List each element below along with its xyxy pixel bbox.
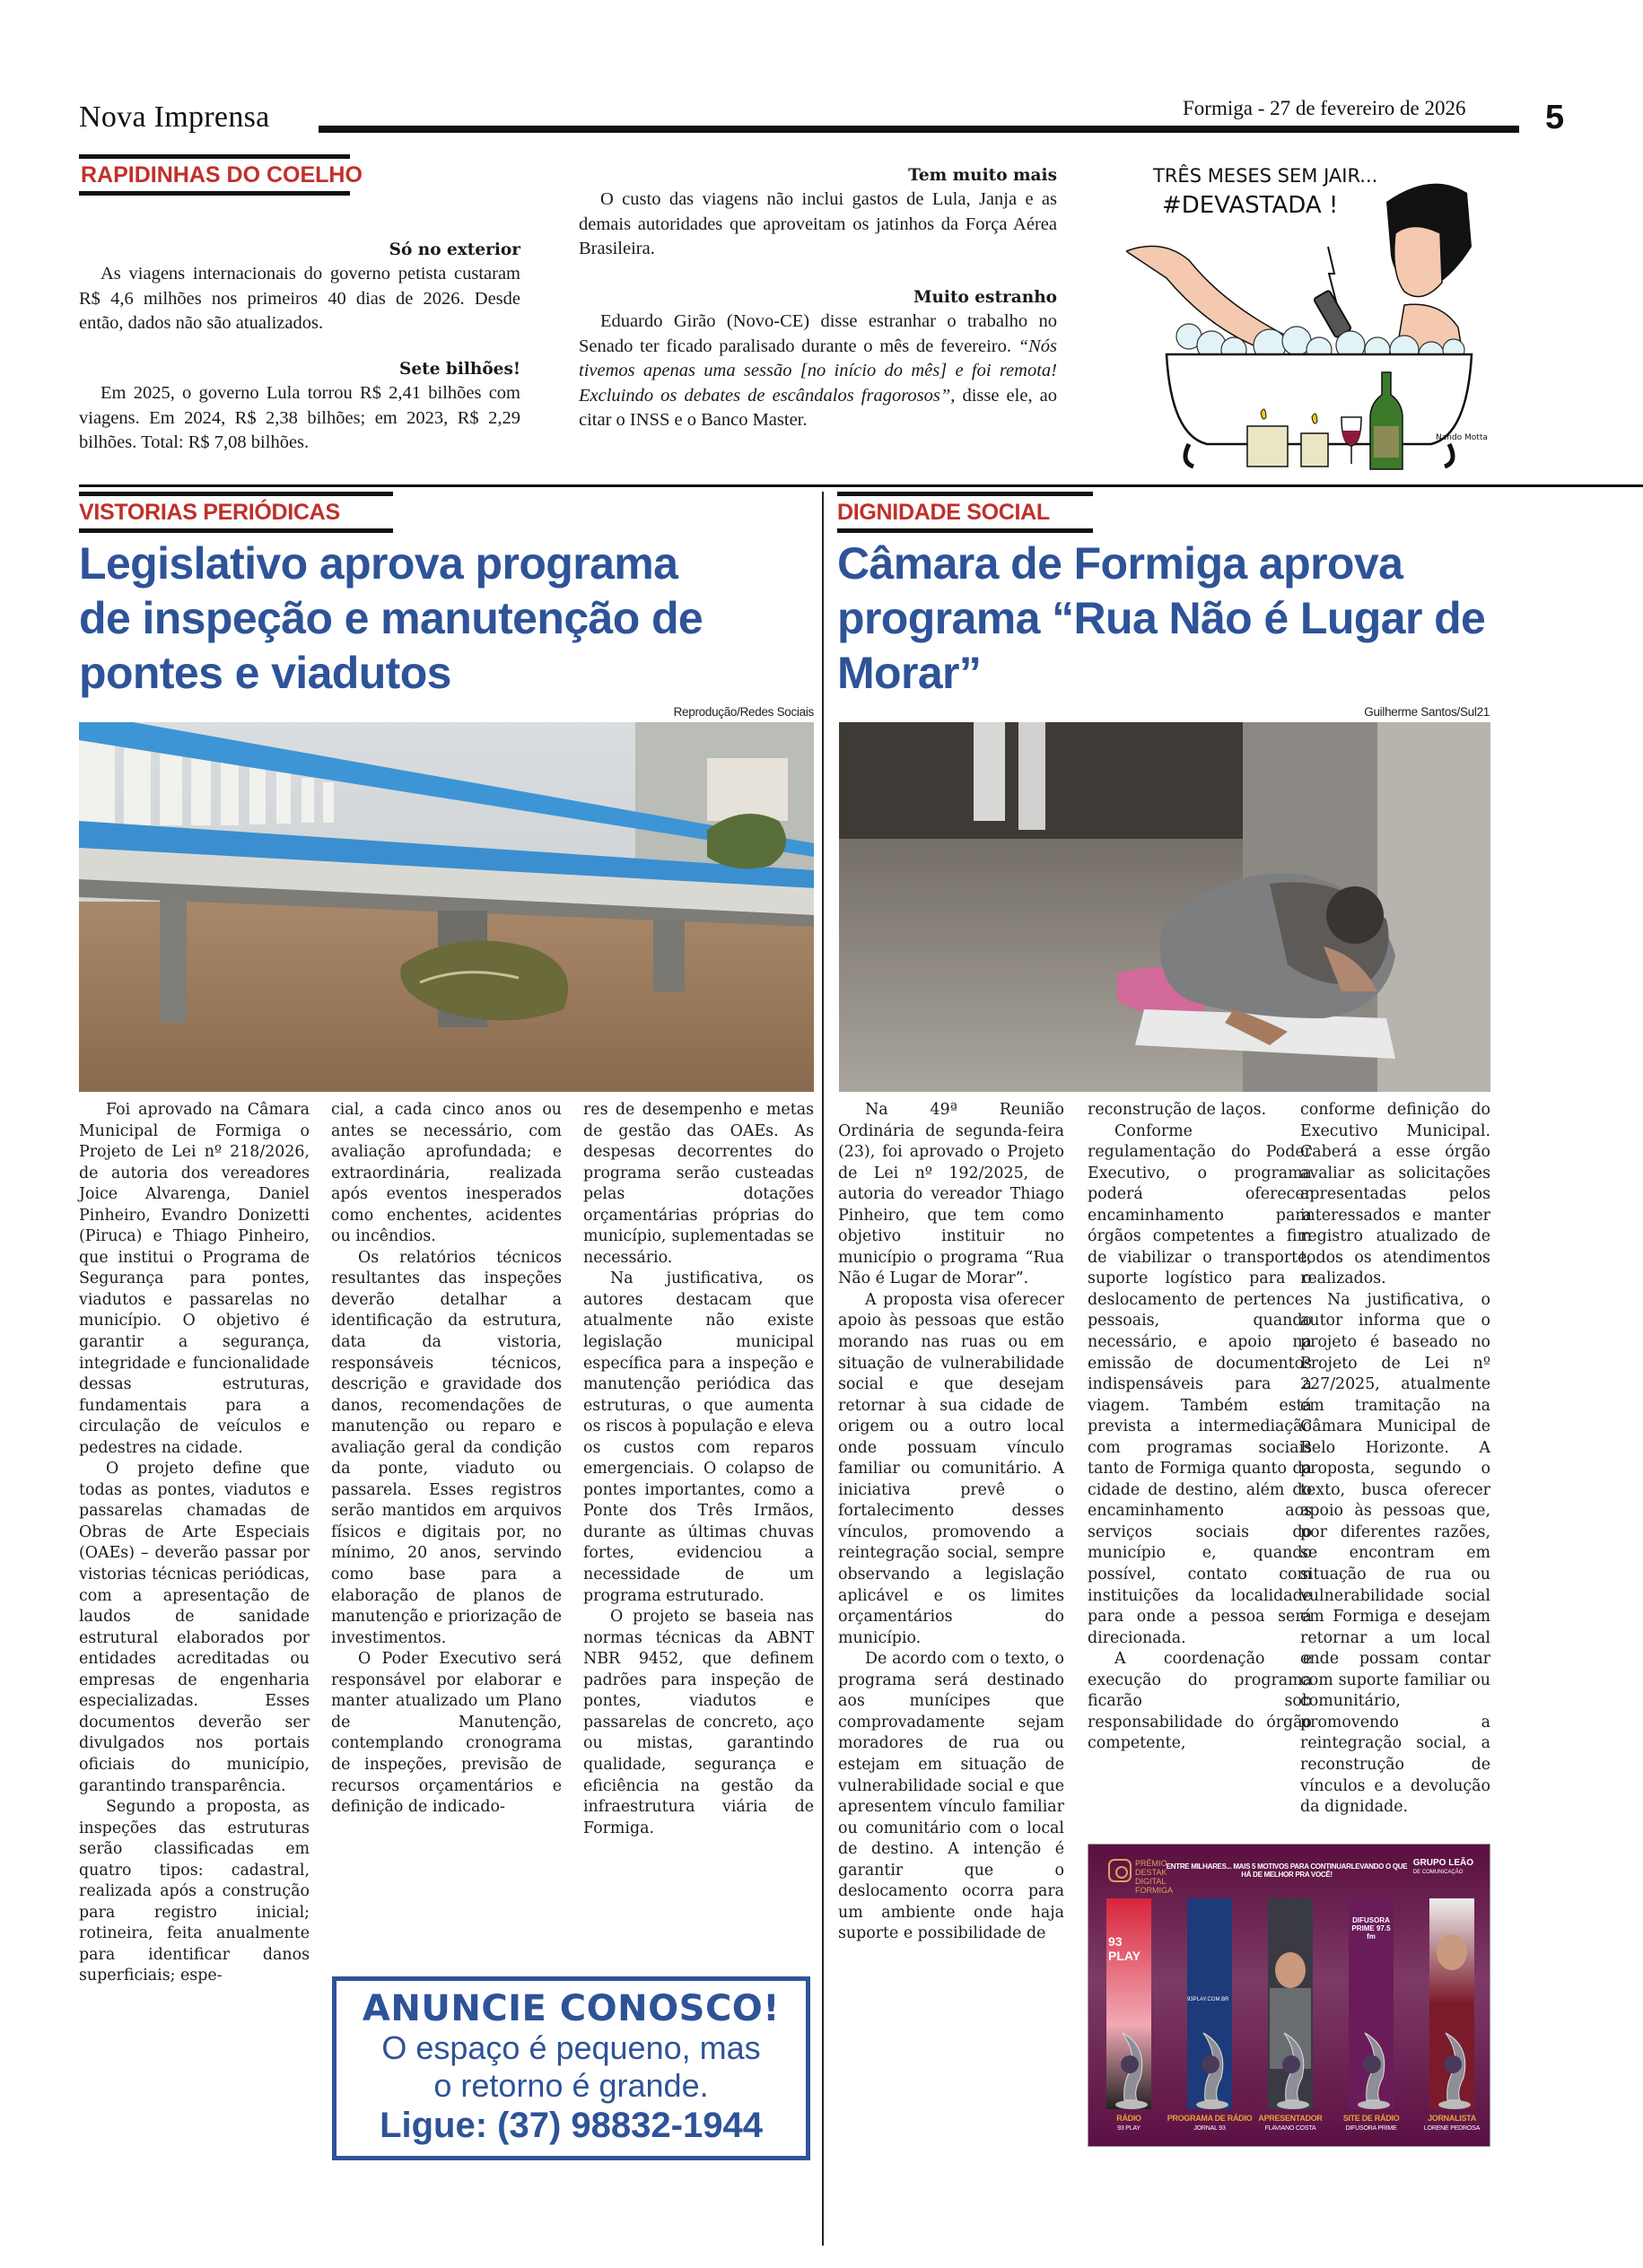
note-muito-estranho (579, 285, 1057, 433)
trophy-icon (1437, 2028, 1473, 2109)
award-category: APRESENTADOR (1258, 2114, 1323, 2123)
note-text: O custo das viagens não inclui gastos de Lula, Janja e as demais autoridades que aproveitam os jatinhos da Força Aérea Brasileira. (579, 189, 1057, 258)
article-right-column-2 (1088, 1100, 1312, 1755)
note-text: Em 2025, o governo Lula torrou R$ 2,41 bilhões com viagens. Em 2024, R$ 2,38 bilhões; em 2023, R$ 2,29 bilhões. Total: R$ 7,08 bilhões. (79, 383, 520, 452)
note-tem-muito-mais (579, 163, 1057, 262)
cartoon-caption-line1: TRÊS MESES SEM JAIR... (1153, 165, 1378, 187)
section-divider (79, 484, 1643, 487)
cartoon-signature: Nando Motta (1436, 433, 1488, 442)
note-text-before: Eduardo Girão (Novo-CE) disse estranhar o trabalho no Senado ter ficado paralisado durante o mês de fevereiro. (579, 311, 1057, 356)
trophy-icon (1114, 2028, 1149, 2109)
dateline: Formiga - 27 de fevereiro de 2026 (1183, 97, 1466, 119)
advertise-with-us-box (332, 1976, 810, 2160)
headline-line: Câmara de Formiga aprova (837, 538, 1403, 589)
photo-credit-right: Guilherme Santos/Sul21 (1364, 705, 1490, 719)
ad-line: O espaço é pequeno, mas (381, 2029, 761, 2066)
article-left-column-1 (79, 1100, 310, 1987)
headline-left (79, 536, 815, 701)
article-right-column-1 (838, 1100, 1064, 1945)
pillar-text: 93PLAY.COM.BR (1187, 1997, 1229, 2002)
masthead-rule (319, 126, 1519, 133)
headline-line: Legislativo aprova programa (79, 538, 678, 589)
paragraph: Na justificativa, o autor informa que o projeto é baseado no Projeto de Lei nº 227/2025, atualmente em tramitação na Câmara Municipal de Belo Horizonte. A proposta, segundo o texto, busca oferecer apoio às pessoas que, por diferentes razões, se encontram em situação de rua ou vulnerabilidade social em Formiga e desejam retornar a um local onde possam contar com suporte familiar ou comunitário, promovendo a reintegração social, a reconstrução de vínculos e a devolução da dignidade. (1300, 1290, 1490, 1817)
newspaper-name: Nova Imprensa (79, 100, 270, 134)
paragraph: res de desempenho e metas de gestão das OAEs. As despesas decorrentes do programa serão custeadas pelas dotações orçamentárias próprias do município, suplementadas se necessário. (583, 1101, 814, 1267)
trophy-icon (1275, 2028, 1311, 2109)
award-banner-ad (1088, 1844, 1490, 2147)
bridge-photo (79, 722, 814, 1092)
page-number: 5 (1545, 99, 1565, 136)
paragraph: Na 49ª Reunião Ordinária de segunda-feira (23), foi aprovado o Projeto de Lei nº 192/2025, de autoria do vereador Thiago Pinheiro, que tem como objetivo instituir no município o programa “Rua Não é Lugar de Morar”. (838, 1101, 1064, 1288)
headline-line: Morar” (837, 648, 982, 698)
paragraph: Na justificativa, os autores destacam que atualmente não existe legislação municipal específica para a inspeção e manutenção periódica das estruturas, o que aumenta os riscos à população e eleva os custos com reparos emergenciais. O colapso de pontes importantes, como a Ponte dos Três Irmãos, durante as últimas chuvas fortes, evidenciou a necessidade de um programa estruturado. (583, 1269, 814, 1605)
article-left-column-3 (583, 1100, 814, 1839)
note-title: Tem muito mais (908, 166, 1057, 185)
ad-line: o retorno é grande. (433, 2067, 709, 2104)
note-sete-bilhoes (79, 357, 520, 456)
pillar-text: DIFUSORA PRIME 97.5 fm (1351, 1916, 1391, 1941)
cartoon-caption-line2: #DEVASTADA ! (1162, 192, 1339, 219)
paragraph: Os relatórios técnicos resultantes das inspeções deverão detalhar a identificação da estrutura, data da vistoria, responsáveis técnicos, descrição e gravidade dos danos, recomendações de manutenção ou reparo e avaliação geral da condição da ponte, viaduto ou passarela. Esses registros serão mantidos em arquivos físicos e digitais por, no mínimo, 20 anos, servindo como base para a elaboração de planos de manutenção e priorização de investimentos. (331, 1248, 562, 1647)
paragraph: cial, a cada cinco anos ou antes se necessário, com avaliação aprofundada; e extraordinária, realizada após eventos inesperados como enchentes, acidentes ou incêndios. (331, 1101, 562, 1246)
paragraph: De acordo com o texto, o programa será destinado aos munícipes que comprovadamente sejam moradores de rua ou estejam em situação de vulnerabilidade social e que apresentem vínculo familiar ou comunitário com o local de destino. A intenção é garantir que o deslocamento ocorra para um ambiente onde haja suporte e possibilidade de (838, 1650, 1064, 1943)
article-right-column-3 (1300, 1100, 1490, 1819)
award-category: PROGRAMA DE RÁDIO (1167, 2114, 1253, 2123)
ad-phone: Ligue: (37) 98832-1944 (380, 2106, 763, 2145)
award-category: JORNALISTA (1428, 2114, 1476, 2123)
paragraph: O projeto se baseia nas normas técnicas da ABNT NBR 9452, que definem padrões para inspeção de pontes, viadutos e passarelas de concreto, aço ou mistas, garantindo qualidade, segurança e eficiência na gestão da infraestrutura viária de Formiga. (583, 1608, 814, 1837)
note-quote: “Nós tivemos apenas uma sessão [no início do mês] e foi remota! Excluindo os debates de escândalos fragorosos” (579, 336, 1057, 406)
paragraph: O projeto define que todas as pontes, viadutos e passarelas chamadas de Obras de Arte Especiais (OAEs) – deverão passar por vistorias técnicas periódicas, com a apresentação de laudos de sanidade estrutural elaborados por entidades acreditadas ou empresas de engenharia especializadas. Esses documentos deverão ser divulgados nos portais oficiais do município, garantindo transparência. (79, 1460, 310, 1795)
section-tag-vistorias: VISTORIAS PERIÓDICAS (79, 492, 393, 533)
instagram-logo-icon (1108, 1859, 1132, 1882)
editorial-cartoon (1126, 148, 1494, 475)
headline-line: de inspeção e manutenção de (79, 593, 704, 643)
section-tag-dignidade: DIGNIDADE SOCIAL (837, 492, 1093, 533)
award-winner: LORENE PEDROSA (1423, 2125, 1481, 2132)
award-winner: JORNAL 93 (1193, 2125, 1226, 2132)
paragraph: Foi aprovado na Câmara Municipal de Formiga o Projeto de Lei nº 218/2026, de autoria dos vereadores Joice Alvarenga, Daniel Pinheiro, Evandro Donizetti (Piruca) e Thiago Pinheiro, que institui o Programa de Segurança para pontes, viadutos e passarelas no município. O objetivo é garantir a segurança, integridade e funcionalidade dessas estruturas, fundamentais para a circulação de veículos e pedestres na cidade. (79, 1101, 310, 1457)
award-winner: 93 PLAY (1117, 2125, 1140, 2132)
note-title: Só no exterior (389, 240, 520, 259)
note-text-after: , disse ele, ao citar o INSS e o Banco Master. (579, 385, 1057, 430)
award-winner: FLAVIANO COSTA (1264, 2125, 1316, 2132)
paragraph: Segundo a proposta, as inspeções das estruturas serão classificadas em quatro tipos: cadastral, realizada após a construção para registro inicial; rotineira, feita anualmente para identificar danos superficiais; espe- (79, 1798, 310, 1985)
trophy-icon (1194, 2028, 1230, 2109)
paragraph: A coordenação e execução do programa ficarão sob responsabilidade do órgão competente, (1088, 1650, 1312, 1753)
grupo-leao-sub: DE COMUNICAÇÃO (1412, 1870, 1464, 1875)
headline-line: pontes e viadutos (79, 648, 451, 698)
paragraph: A proposta visa oferecer apoio às pessoas que estão morando nas ruas ou em situação de vulnerabilidade social e que desejam retornar à sua cidade de origem ou a outro local onde possuam vínculo familiar ou comunitário. A iniciativa prevê o fortalecimento desses vínculos, promovendo a reintegração social, sempre observando a legislação aplicável e os limites orçamentários do município. (838, 1290, 1064, 1647)
section-tag-rapidinhas: RAPIDINHAS DO COELHO (79, 154, 350, 196)
banner-tagline: ENTRE MILHARES... MAIS 5 MOTIVOS PARA CONTINUARLEVANDO O QUE HÁ DE MELHOR PRA VOCÊ! (1166, 1862, 1408, 1879)
paragraph: conforme definição do Executivo Municipal. Caberá a esse órgão avaliar as solicitações apresentadas pelos interessados e manter registro atualizado de todos os atendimentos realizados. (1300, 1101, 1490, 1288)
note-text: As viagens internacionais do governo petista custaram R$ 4,6 milhões nos primeiros 40 dias de 2026. Desde então, dados não são atualizados. (79, 264, 520, 333)
grupo-leao-main: GRUPO LEÃO (1412, 1858, 1473, 1868)
column-divider (822, 492, 824, 2246)
note-title: Sete bilhões! (399, 360, 520, 379)
trophy-icon (1356, 2028, 1392, 2109)
homeless-person-photo (839, 722, 1490, 1092)
pillar-text: 93 PLAY (1108, 1934, 1141, 1963)
headline-right (837, 536, 1564, 701)
grupo-leao-logo (1413, 1858, 1473, 1878)
note-so-no-exterior (79, 238, 520, 336)
photo-credit-left: Reprodução/Redes Sociais (673, 705, 814, 719)
article-left-column-2 (331, 1100, 562, 1819)
paragraph: reconstrução de laços. (1088, 1101, 1267, 1119)
headline-line: programa “Rua Não é Lugar de (837, 593, 1486, 643)
award-category: SITE DE RÁDIO (1342, 2114, 1400, 2123)
paragraph: Conforme regulamentação do Poder Executivo, o programa poderá oferecer encaminhamento para órgãos competentes a fim de viabilizar o transporte, suporte logístico para o deslocamento de pertences pessoais, quando necessário, e apoio na emissão de documentos indispensáveis para a viagem. Também está prevista a intermediação com programas sociais tanto de Formiga quanto da cidade de destino, além do encaminhamento aos serviços sociais do município e, quando possível, contato com instituições da localidade para onde a pessoa será direcionada. (1088, 1121, 1312, 1647)
note-title: Muito estranho (913, 288, 1057, 307)
paragraph: O Poder Executivo será responsável por elaborar e manter atualizado um Plano de Manutenção, contemplando cronograma de inspeções, previsão de recursos orçamentários e definição de indicado- (331, 1650, 562, 1817)
award-category: RÁDIO (1116, 2114, 1141, 2123)
destak-digital-logo: PRÊMIO DESTAK DIGITAL FORMIGA (1135, 1859, 1173, 1895)
note-text (579, 310, 1057, 433)
ad-title: ANUNCIE CONOSCO! (362, 1988, 781, 2029)
award-winner: DIFUSORA PRIME (1345, 2125, 1397, 2132)
